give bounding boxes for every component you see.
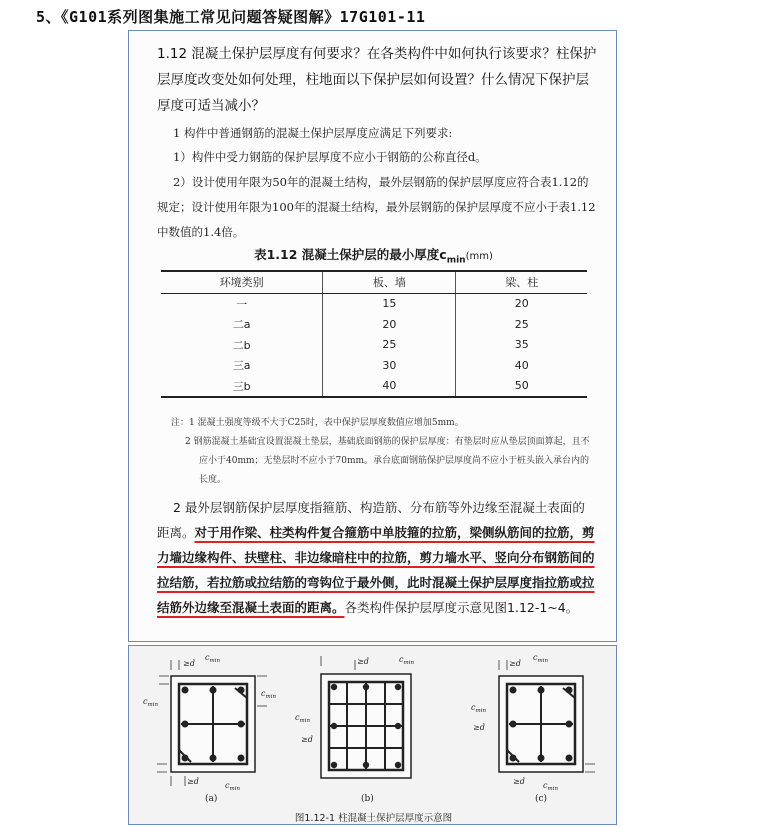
label-cmin: $c_{min}$ [399,655,415,666]
label-d: ≥d [301,735,313,744]
subfigure-label-c: (c) [535,794,548,804]
paragraph-3: 2）设计使用年限为50年的混凝土结构，最外层钢筋的保护层厚度应符合表1.12的规定；设计使用年限为100年的混凝土结构，最外层钢筋的保护层厚度不应小于表1.12中数值的1.4倍。 [157,175,596,239]
label-cmin: $c_{min}$ [295,713,311,724]
label-cmin: $c_{min}$ [225,781,241,792]
table-caption: 表1.12 混凝土保护层的最小厚度$c_{min}(mm)$ [254,247,493,266]
label-cmin: $c_{min}$ [261,689,277,700]
column-b [295,655,414,778]
table-row: 三b 40 50 [161,376,587,398]
body-tail: 各类构件保护层厚度示意见图1.12-1~4。 [344,600,579,615]
header-beam: 梁、柱 [456,271,587,293]
header-env: 环境类别 [161,271,323,293]
table-notes [171,414,591,490]
note-1: 注：1 混凝土强度等级不大于C25时，表中保护层厚度数值应增加5mm。 [171,418,464,428]
label-d: ≥d [473,723,485,732]
label-cmin: $c_{min}$ [205,653,221,664]
body-paragraph [157,495,597,620]
table-header-row [161,271,587,293]
table-row: 一 15 20 [161,293,587,314]
label-cmin: $c_{min}$ [143,697,159,708]
section-heading: 5、《G101系列图集施工常见问题答疑图解》17G101-11 [36,8,426,26]
label-cmin: $c_{min}$ [471,703,487,714]
document-page [128,30,617,642]
table-row: 二a 20 25 [161,314,587,335]
header-slab: 板、墙 [323,271,456,293]
label-d: ≥d [187,777,199,786]
label-d: ≥d [357,657,369,666]
cover-thickness-table [161,270,587,398]
table-row: 三a 30 40 [161,355,587,376]
label-d: ≥d [509,659,521,668]
subfigure-label-a: (a) [205,794,218,804]
table-row: 二b 25 35 [161,335,587,356]
note-2: 2 钢筋混凝土基础宜设置混凝土垫层，基础底面钢筋的保护层厚度：有垫层时应从垫层顶面算起，且不应小于40mm；无垫层时不应小于70mm。承台底面钢筋保护层厚度尚不应小于桩头嵌入承台内的长度。 [185,437,590,485]
column-a [143,653,276,792]
paragraph-1: 1 构件中普通钢筋的混凝土保护层厚度应满足下列要求: [173,126,453,140]
column-c [471,653,595,792]
label-d: ≥d [513,777,525,786]
body-lead: 2 最外层钢筋保护层厚度指箍筋、构造筋、分布筋等外边缘至混凝土表面的距离。 [157,500,585,540]
label-cmin: $c_{min}$ [543,781,559,792]
paragraph-2: 1）构件中受力钢筋的保护层厚度不应小于钢筋的公称直径d。 [173,150,487,164]
figure-caption: 图1.12-1 柱混凝土保护层厚度示意图 [294,813,453,824]
label-d: ≥d [183,659,195,668]
subfigure-label-b: (b) [361,794,374,804]
question-title: 1.12 混凝土保护层厚度有何要求？在各类构件中如何执行该要求？柱保护层厚度改变处如何处理，柱地面以下保护层如何设置？什么情况下保护层厚度可适当减小？ [157,46,597,114]
highlighted-text: 对于用作梁、柱类构件复合箍筋中单肢箍的拉筋，梁侧纵筋间的拉筋，剪力墙边缘构件、扶壁柱、非边缘暗柱中的拉筋，剪力墙水平、竖向分布钢筋间的拉结筋，若拉筋或拉结筋的弯钩位于最外侧，此时混凝土保护层厚度指拉筋或拉结筋外边缘至混凝土表面的距离。 [157,525,595,615]
figure-panel [128,645,617,825]
label-cmin: $c_{min}$ [533,653,549,664]
